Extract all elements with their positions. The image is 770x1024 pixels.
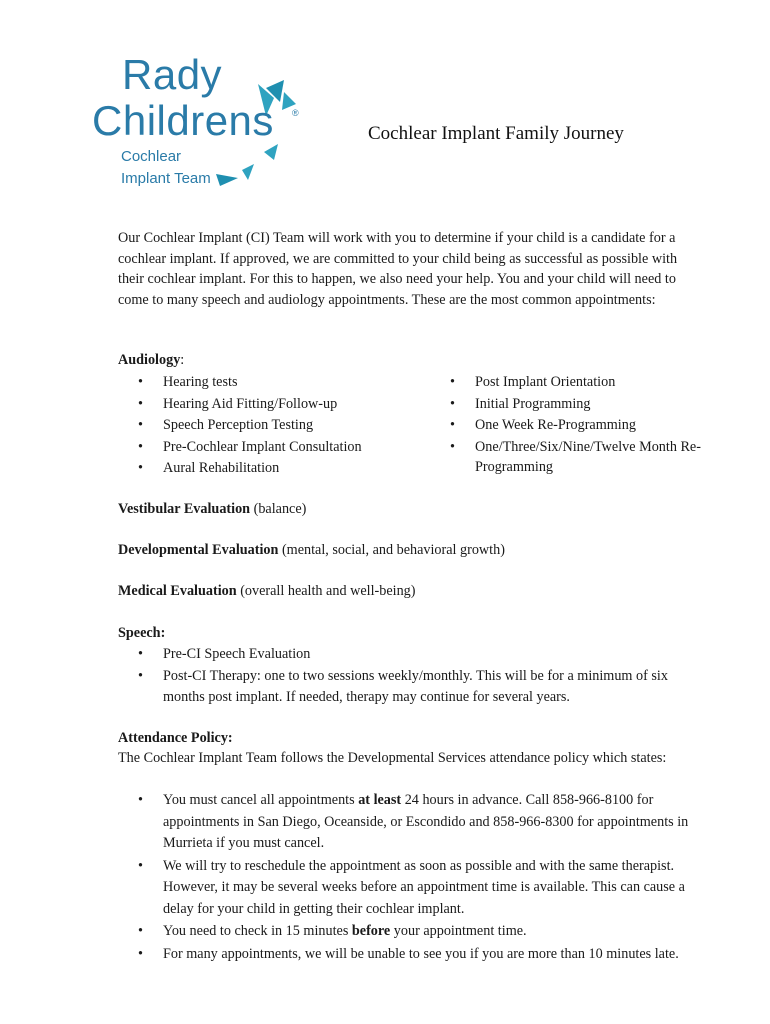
list-item: [118, 644, 698, 666]
developmental-section: [118, 540, 505, 561]
list-item: [118, 372, 428, 394]
intro-paragraph: Our Cochlear Implant (CI) Team will work with you to determine if your child is a candidate for a cochlear implant. If approved, we are committed to your child being as successful as possible with their cochlear implant. For this to happen, we also need your help. You and your child will need to come to many speech and audiology appointments. These are the most common appointments:: [118, 230, 678, 308]
list-item: [430, 394, 730, 416]
list-item: [118, 921, 698, 943]
emphasis-text: before: [351, 923, 391, 939]
audiology-colon: :: [180, 352, 185, 368]
list-item-text: Post Implant Orientation: [475, 374, 616, 390]
list-item: [118, 415, 428, 437]
list-item-text: Aural Rehabilitation: [163, 460, 280, 476]
list-item: [118, 666, 698, 709]
list-item-text: Pre-Cochlear Implant Consultation: [163, 438, 362, 455]
audiology-list-left: [118, 372, 428, 480]
list-item: [118, 394, 428, 416]
list-item-text: Hearing Aid Fitting/Follow-up: [163, 395, 338, 412]
list-item-text: One/Three/Six/Nine/Twelve Month Re-Programming: [475, 438, 701, 475]
list-item-text: You need to check in 15 minutes: [163, 923, 352, 939]
bullet-icon: •: [138, 857, 143, 874]
bullet-icon: •: [138, 646, 143, 662]
bullet-icon: •: [138, 395, 143, 412]
developmental-heading: Developmental Evaluation: [118, 542, 279, 558]
speech-heading: Speech:: [118, 625, 166, 641]
vestibular-heading: Vestibular Evaluation: [118, 501, 251, 517]
list-item: [118, 790, 698, 855]
list-item: [118, 458, 428, 480]
bullet-icon: •: [138, 417, 143, 433]
list-item-text: You must cancel all appointments: [163, 792, 359, 808]
list-item: [118, 437, 428, 459]
list-item: [118, 944, 698, 966]
developmental-note: (mental, social, and behavioral growth): [278, 542, 505, 558]
logo-rady-text: Rady: [122, 51, 223, 98]
list-item-text: One Week Re-Programming: [475, 417, 636, 433]
vestibular-section: [118, 499, 306, 520]
audiology-heading: Audiology: [118, 352, 181, 368]
list-item-text: We will try to reschedule the appointment as soon as possible and with the same therapist. However, it may be several weeks before an appointment time is available. This can cause a delay for your child in getting their cochlear implant.: [163, 857, 685, 917]
medical-section: [118, 581, 416, 602]
logo-registered-mark: ®: [292, 108, 299, 118]
bullet-icon: •: [138, 945, 143, 962]
logo-subtitle-line1: Cochlear: [121, 148, 182, 165]
document-title: Cochlear Implant Family Journey: [368, 123, 624, 144]
medical-note: (overall health and well-being): [236, 583, 416, 599]
attendance-heading: Attendance Policy:: [118, 730, 233, 746]
bullet-icon: •: [138, 438, 143, 455]
list-item-text: Post-CI Therapy: one to two sessions weekly/monthly. This will be for a minimum of six months post implant. If needed, therapy may continue for several years.: [163, 667, 668, 705]
list-item-text: Pre-CI Speech Evaluation: [163, 646, 311, 662]
list-item: [118, 856, 698, 921]
list-item-text: 24 hours in advance. Call 858-966-8100 for appointments in San Diego, Oceanside, or Escondido and 858-966-8300 for appointments in Murrieta if you must cancel.: [163, 792, 689, 851]
list-item-text: Speech Perception Testing: [163, 417, 314, 433]
list-item-text: Initial Programming: [475, 395, 591, 412]
bullet-icon: •: [450, 395, 455, 412]
rady-childrens-logo: [88, 52, 318, 202]
vestibular-note: (balance): [250, 501, 307, 517]
logo-childrens-text: Childrens: [92, 97, 274, 144]
list-item: [430, 372, 730, 394]
bullet-icon: •: [138, 667, 143, 684]
bullet-icon: •: [450, 374, 455, 390]
medical-heading: Medical Evaluation: [118, 583, 237, 599]
bullet-icon: •: [450, 438, 455, 455]
audiology-heading-line: [118, 350, 184, 371]
attendance-intro: The Cochlear Implant Team follows the Developmental Services attendance policy which states:: [118, 750, 667, 766]
audiology-list-right: [430, 372, 730, 478]
attendance-list: [118, 790, 698, 966]
speech-list: [118, 644, 698, 709]
list-item-text: your appointment time.: [390, 923, 527, 939]
bullet-icon: •: [138, 923, 143, 939]
emphasis-text: at least: [358, 792, 402, 808]
list-item: [430, 437, 730, 478]
bullet-icon: •: [138, 792, 143, 808]
bullet-icon: •: [138, 460, 143, 476]
list-item-text: Hearing tests: [163, 374, 238, 390]
list-item-text: For many appointments, we will be unable to see you if you are more than 10 minutes late.: [163, 945, 679, 962]
logo-subtitle-line2: Implant Team: [121, 170, 211, 187]
bullet-icon: •: [138, 374, 143, 390]
list-item: [430, 415, 730, 437]
bullet-icon: •: [450, 417, 455, 433]
